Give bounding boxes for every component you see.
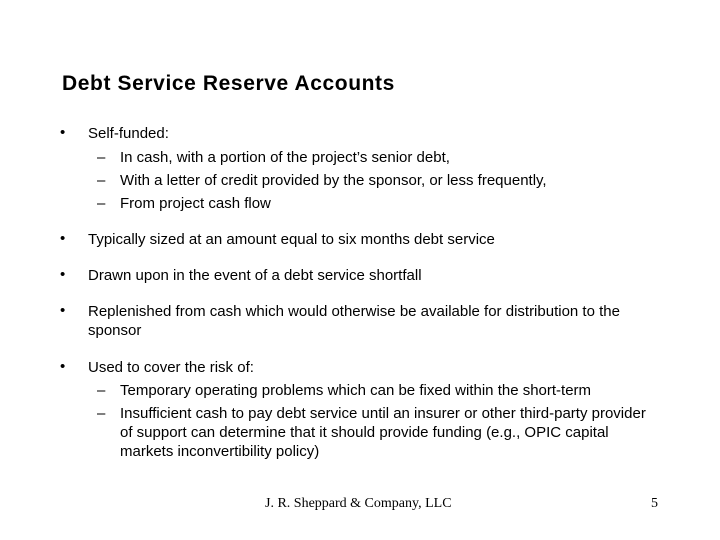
sub-item: [97, 171, 660, 190]
sub-item: [97, 194, 660, 213]
dash-icon: –: [97, 195, 106, 212]
dash-icon: –: [97, 405, 106, 422]
sub-item-text: In cash, with a portion of the project’s senior debt,: [120, 149, 450, 166]
dash-icon: –: [97, 149, 106, 166]
bullet-text-self-funded: Self-funded:: [88, 125, 169, 142]
dash-icon: –: [97, 172, 106, 189]
bullet-text-replenished: Replenished from cash which would otherwise be available for distribution to the sponsor: [88, 303, 620, 339]
bullet-icon: •: [60, 124, 66, 141]
bullet-icon: •: [60, 358, 66, 375]
sub-item-text: Temporary operating problems which can be fixed within the short-term: [120, 382, 592, 399]
bullet-icon: •: [60, 266, 66, 283]
bullet-text-sizing: Typically sized at an amount equal to six months debt service: [88, 231, 495, 248]
sub-item-text: With a letter of credit provided by the sponsor, or less frequently,: [120, 172, 547, 189]
bullet-icon: •: [60, 302, 66, 319]
bullet-text-risk: Used to cover the risk of:: [88, 359, 254, 376]
footer-company: J. R. Sheppard & Company, LLC: [265, 496, 452, 511]
dash-icon: –: [97, 382, 106, 399]
bullet-icon: •: [60, 230, 66, 247]
slide-title: Debt Service Reserve Accounts: [62, 72, 395, 95]
page-number: 5: [651, 496, 658, 511]
sub-item: [97, 381, 660, 400]
sub-item: [97, 148, 660, 167]
bullet-text-drawn: Drawn upon in the event of a debt service shortfall: [88, 267, 422, 284]
sub-item: [97, 404, 660, 461]
sub-item-text: From project cash flow: [120, 195, 271, 212]
sub-item-text: Insufficient cash to pay debt service until an insurer or other third-party provider of support can determine that it should provide funding (e.g., OPIC capital markets inconvertibility policy): [120, 405, 646, 460]
